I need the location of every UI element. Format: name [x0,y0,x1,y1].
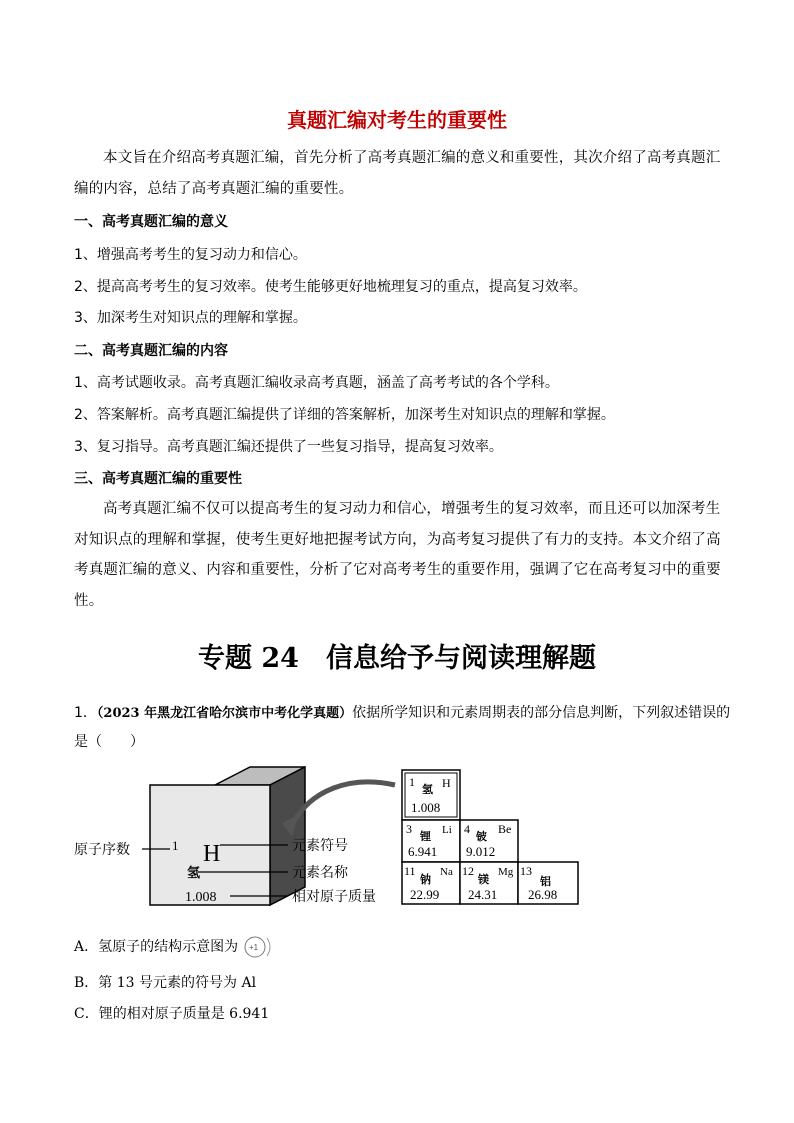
cube-name: 氢 [187,866,201,881]
section3-heading: 三、高考真题汇编的重要性 [74,471,242,487]
topic-title: 专题 24 信息给予与阅读理解题 [198,643,596,674]
cell-number: 12 [462,864,474,878]
page-title: 真题汇编对考生的重要性 [287,108,507,132]
cube-symbol: H [203,841,221,867]
option-b: B．第 13 号元素的符号为 Al [74,975,257,991]
cell-number: 4 [464,822,470,836]
section1-heading: 一、高考真题汇编的意义 [74,214,228,230]
section1-item: 3、加深考生对知识点的理解和掌握。 [74,310,307,326]
intro-paragraph: 本文旨在介绍高考真题汇编，首先分析了高考真题汇编的意义和重要性，其次介绍了高考真题汇编的内容，总结了高考真题汇编的重要性。 [74,150,721,197]
section2-item: 1、高考试题收录。高考真题汇编收录高考真题，涵盖了高考考试的各个学科。 [74,375,559,391]
section1-item: 1、增强高考考生的复习动力和信心。 [74,247,307,263]
option-c: C．锂的相对原子质量是 6.941 [74,1006,270,1022]
section2-item: 2、答案解析。高考真题汇编提供了详细的答案解析，加深考生对知识点的理解和掌握。 [74,407,615,423]
cell-mass: 1.008 [411,800,441,815]
cell-number: 13 [520,864,532,878]
cell-number: 3 [406,822,412,836]
cell-name: 铍 [476,830,487,843]
cell-mass: 26.98 [528,887,558,902]
cell-symbol: H [442,776,451,790]
cell-symbol: Li [442,824,452,836]
periodic-table-figure [70,765,600,915]
periodic-table-grid [402,770,578,904]
cube-number: 1 [172,838,179,853]
atom-structure-icon [243,935,277,959]
cell-number: 11 [404,864,416,878]
section2-item: 3、复习指导。高考真题汇编还提供了一些复习指导，提高复习效率。 [74,439,503,455]
section1-item: 2、提高高考考生的复习效率。使考生能够更好地梳理复习的重点，提高复习效率。 [74,279,587,295]
section2-heading: 二、高考真题汇编的内容 [74,343,228,359]
cell-mass: 22.99 [410,887,440,902]
cell-name: 钠 [420,873,431,886]
cell-mass: 24.31 [468,887,498,902]
cell-name: 镁 [478,873,489,886]
question-stem [74,699,734,756]
curved-arrow-icon [292,782,395,825]
cell-name: 锂 [420,830,431,843]
cube-mass: 1.008 [185,890,217,905]
cell-symbol: Na [440,866,453,878]
label-symbol: 元素符号 [292,838,348,854]
label-atomic-number: 原子序数 [74,842,130,858]
element-cube [150,767,305,905]
cell-symbol: Be [498,822,512,836]
option-a-text: A．氢原子的结构示意图为 [74,939,239,955]
label-mass: 相对原子质量 [292,889,376,905]
option-a [74,935,277,959]
cell-symbol: Mg [498,866,514,878]
cell-mass: 9.012 [466,844,496,859]
question-text: 依据所学知识和元素周期表的部分信息判断，下列叙述错误的是（ ） [74,705,731,750]
cell-name: 铝 [540,875,551,888]
atom-nucleus-label: +1 [248,943,258,952]
cell-name: 氢 [422,783,433,796]
section3-body: 高考真题汇编不仅可以提高考生的复习动力和信心，增强考生的复习效率，而且还可以加深考生对知识点的理解和掌握，使考生更好地把握考试方向，为高考复习提供了有力的支持。本文介绍了高考真题汇编的意义、内容和重要性，分析了它对高考考生的重要作用，强调了它在高考复习中的重要性。 [74,501,721,609]
label-name: 元素名称 [292,865,348,881]
question-source: （2023 年黑龙江省哈尔滨市中考化学真题） [96,706,353,721]
cell-mass: 6.941 [408,844,438,859]
question-number: 1． [74,705,97,721]
cell-number: 1 [409,775,415,789]
